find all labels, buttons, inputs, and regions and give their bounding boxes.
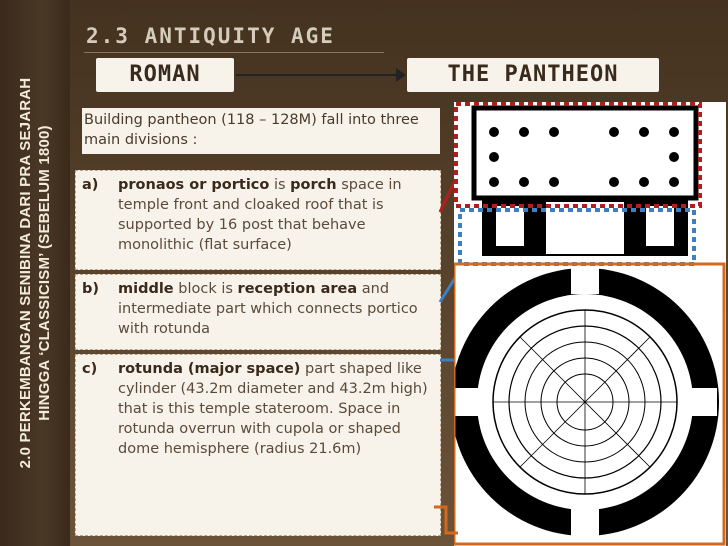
pantheon-floor-plan (454, 102, 726, 546)
course-title-text (16, 3, 54, 543)
division-portico (75, 170, 441, 270)
division-middle (75, 274, 441, 350)
division-text: rotunda (major space) part shaped like cylinder (43.2m diameter and 43.2m high) that is this temple stateroom. Space in rotunda overrun with cupola or shaped dome hemisphere (radius 21.6m) (118, 361, 428, 457)
arrow-icon (396, 68, 406, 82)
division-letter: c) (82, 361, 98, 377)
course-title-line-1: 2.0 PERKEMBANGAN SENIBINA DARI PRA SEJARAH (17, 77, 34, 469)
slide-content (70, 0, 728, 546)
title-underline (84, 52, 384, 53)
division-text: pronaos or portico is porch space in temple front and cloaked roof that is supported by 16 post that behave monolithic (flat surface) (118, 177, 402, 253)
intro-text: Building pantheon (118 – 128M) fall into three main divisions : (82, 108, 440, 154)
course-title-line-2: HINGGA ‘CLASSICISM’ (SEBELUM 1800) (36, 125, 53, 421)
section-title: 2.3 ANTIQUITY AGE (86, 24, 335, 48)
roman-label: ROMAN (96, 58, 234, 92)
pantheon-label: THE PANTHEON (407, 58, 659, 92)
rotunda-connector (434, 505, 464, 535)
division-rotunda (75, 354, 441, 536)
vertical-course-title (0, 0, 70, 546)
portico-plan (474, 108, 696, 198)
division-letter: b) (82, 281, 100, 297)
division-text: middle block is reception area and intermediate part which connects portico with rotunda (118, 281, 418, 337)
arrow-line (236, 74, 404, 76)
division-letter: a) (82, 177, 99, 193)
